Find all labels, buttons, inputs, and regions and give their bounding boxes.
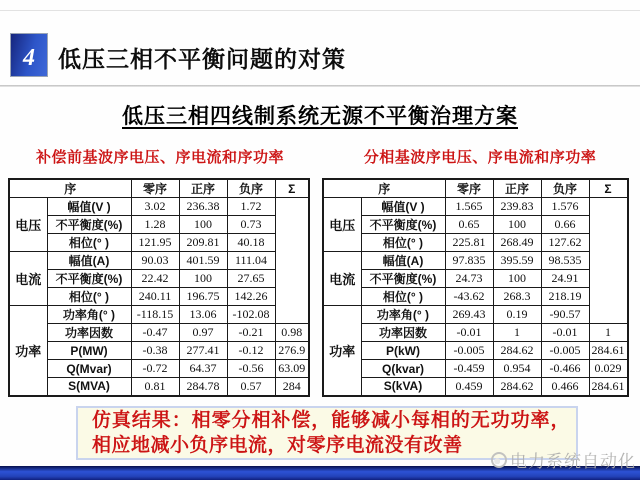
value-cell: -43.62 xyxy=(445,288,493,306)
corner-header: 序 xyxy=(323,179,445,198)
value-cell: 277.41 xyxy=(179,342,227,360)
column-header: 零序 xyxy=(445,179,493,198)
sigma-value-cell: 284 xyxy=(275,378,309,396)
value-cell: -0.01 xyxy=(541,324,589,342)
sigma-value-cell: 1 xyxy=(589,324,628,342)
table-row xyxy=(9,378,309,396)
watermark-text: 电力系统自动化 xyxy=(510,452,636,471)
table-row xyxy=(323,288,628,306)
value-cell: -118.15 xyxy=(131,306,179,324)
sigma-empty-cell xyxy=(275,198,309,324)
row-label: 不平衡度(%) xyxy=(47,216,131,234)
table-row xyxy=(323,252,628,270)
table-header-row xyxy=(323,179,628,198)
row-label: 相位(° ) xyxy=(361,234,445,252)
watermark xyxy=(491,447,636,472)
table-captions-row xyxy=(0,146,640,167)
value-cell: 218.19 xyxy=(541,288,589,306)
table-row xyxy=(323,360,628,378)
value-cell: 142.26 xyxy=(227,288,275,306)
row-group-label: 电压 xyxy=(9,198,47,252)
section-number-badge: 4 xyxy=(10,33,48,77)
value-cell: 240.11 xyxy=(131,288,179,306)
header-title: 低压三相不平衡问题的对策 xyxy=(58,46,346,72)
value-cell: 111.04 xyxy=(227,252,275,270)
value-cell: 121.95 xyxy=(131,234,179,252)
table-row xyxy=(323,270,628,288)
value-cell: 0.73 xyxy=(227,216,275,234)
row-group-label: 电流 xyxy=(323,252,361,306)
value-cell: 97.835 xyxy=(445,252,493,270)
value-cell: 100 xyxy=(179,270,227,288)
value-cell: 284.78 xyxy=(179,378,227,396)
value-cell: 0.65 xyxy=(445,216,493,234)
value-cell: 1.72 xyxy=(227,198,275,216)
value-cell: 0.19 xyxy=(493,306,541,324)
value-cell: 225.81 xyxy=(445,234,493,252)
column-header: 零序 xyxy=(131,179,179,198)
table-row xyxy=(9,270,309,288)
value-cell: 22.42 xyxy=(131,270,179,288)
top-divider-line xyxy=(0,10,640,11)
row-label: 相位(° ) xyxy=(47,288,131,306)
value-cell: 0.97 xyxy=(179,324,227,342)
value-cell: 13.06 xyxy=(179,306,227,324)
row-label: 功率角(° ) xyxy=(47,306,131,324)
value-cell: 1.576 xyxy=(541,198,589,216)
table-row xyxy=(9,324,309,342)
value-cell: -0.005 xyxy=(541,342,589,360)
table-row xyxy=(9,306,309,324)
value-cell: 0.459 xyxy=(445,378,493,396)
value-cell: 209.81 xyxy=(179,234,227,252)
row-label: 幅值(A) xyxy=(47,252,131,270)
pre-compensation-sequence-table xyxy=(8,178,310,397)
value-cell: 100 xyxy=(493,216,541,234)
value-cell: 1.28 xyxy=(131,216,179,234)
table-header-row xyxy=(9,179,309,198)
row-label: 幅值(V ) xyxy=(47,198,131,216)
value-cell: 239.83 xyxy=(493,198,541,216)
value-cell: -0.12 xyxy=(227,342,275,360)
row-label: 幅值(A) xyxy=(361,252,445,270)
value-cell: 100 xyxy=(493,270,541,288)
table-row xyxy=(323,378,628,396)
column-header: 正序 xyxy=(179,179,227,198)
row-label: 相位(° ) xyxy=(361,288,445,306)
value-cell: 27.65 xyxy=(227,270,275,288)
row-label: Q(kvar) xyxy=(361,360,445,378)
value-cell: 284.62 xyxy=(493,378,541,396)
value-cell: 268.49 xyxy=(493,234,541,252)
value-cell: 3.02 xyxy=(131,198,179,216)
value-cell: -0.459 xyxy=(445,360,493,378)
value-cell: 90.03 xyxy=(131,252,179,270)
watermark-logo-icon xyxy=(491,452,507,468)
value-cell: -0.72 xyxy=(131,360,179,378)
table-row xyxy=(9,288,309,306)
value-cell: 236.38 xyxy=(179,198,227,216)
table-row xyxy=(9,216,309,234)
sigma-value-cell: 284.61 xyxy=(589,378,628,396)
table-row xyxy=(323,198,628,216)
row-label: 幅值(V ) xyxy=(361,198,445,216)
value-cell: -0.005 xyxy=(445,342,493,360)
value-cell: 0.466 xyxy=(541,378,589,396)
row-group-label: 功率 xyxy=(9,306,47,396)
value-cell: 401.59 xyxy=(179,252,227,270)
row-label: Q(Mvar) xyxy=(47,360,131,378)
value-cell: 269.43 xyxy=(445,306,493,324)
row-group-label: 功率 xyxy=(323,306,361,396)
table-row xyxy=(323,216,628,234)
sigma-empty-cell xyxy=(589,198,628,324)
per-phase-sequence-table xyxy=(322,178,629,397)
table-row xyxy=(9,342,309,360)
sigma-value-cell: 63.09 xyxy=(275,360,309,378)
value-cell: -102.08 xyxy=(227,306,275,324)
value-cell: -0.466 xyxy=(541,360,589,378)
header-divider-line xyxy=(0,85,640,87)
value-cell: 0.81 xyxy=(131,378,179,396)
value-cell: 100 xyxy=(179,216,227,234)
value-cell: -0.56 xyxy=(227,360,275,378)
row-label: 相位(° ) xyxy=(47,234,131,252)
value-cell: -0.21 xyxy=(227,324,275,342)
value-cell: -0.38 xyxy=(131,342,179,360)
row-label: S(MVA) xyxy=(47,378,131,396)
sigma-value-cell: 276.9 xyxy=(275,342,309,360)
main-title: 低压三相四线制系统无源不平衡治理方案 xyxy=(122,105,518,128)
value-cell: 64.37 xyxy=(179,360,227,378)
value-cell: 40.18 xyxy=(227,234,275,252)
table-row xyxy=(9,198,309,216)
row-label: P(MW) xyxy=(47,342,131,360)
value-cell: 24.73 xyxy=(445,270,493,288)
column-header: 负序 xyxy=(227,179,275,198)
sigma-value-cell: 0.98 xyxy=(275,324,309,342)
right-table-caption: 分相基波序电压、序电流和序功率 xyxy=(363,149,597,166)
table-row xyxy=(323,234,628,252)
row-label: 功率角(° ) xyxy=(361,306,445,324)
row-label: 不平衡度(%) xyxy=(361,270,445,288)
row-label: S(kVA) xyxy=(361,378,445,396)
row-label: 不平衡度(%) xyxy=(361,216,445,234)
row-label: P(kW) xyxy=(361,342,445,360)
table-row xyxy=(9,234,309,252)
row-group-label: 电流 xyxy=(9,252,47,306)
row-label: 功率因数 xyxy=(47,324,131,342)
value-cell: -0.47 xyxy=(131,324,179,342)
corner-header: 序 xyxy=(9,179,131,198)
row-label: 功率因数 xyxy=(361,324,445,342)
value-cell: 98.535 xyxy=(541,252,589,270)
column-header: 正序 xyxy=(493,179,541,198)
table-row xyxy=(323,342,628,360)
sigma-value-cell: 0.029 xyxy=(589,360,628,378)
table-row xyxy=(323,324,628,342)
value-cell: -0.01 xyxy=(445,324,493,342)
simulation-result-text: 仿真结果：相零分相补偿，能够减小每相的无功功率，相应地减小负序电流，对零序电流没有改善 xyxy=(92,410,570,456)
row-label: 不平衡度(%) xyxy=(47,270,131,288)
column-header: 负序 xyxy=(541,179,589,198)
left-table-caption: 补偿前基波序电压、序电流和序功率 xyxy=(35,149,284,166)
value-cell: 0.66 xyxy=(541,216,589,234)
value-cell: -90.57 xyxy=(541,306,589,324)
table-row xyxy=(9,360,309,378)
value-cell: 284.62 xyxy=(493,342,541,360)
value-cell: 1 xyxy=(493,324,541,342)
sigma-value-cell: 284.61 xyxy=(589,342,628,360)
value-cell: 196.75 xyxy=(179,288,227,306)
table-row xyxy=(9,252,309,270)
value-cell: 0.57 xyxy=(227,378,275,396)
column-header: Σ xyxy=(589,179,628,198)
table-row xyxy=(323,306,628,324)
value-cell: 395.59 xyxy=(493,252,541,270)
value-cell: 1.565 xyxy=(445,198,493,216)
value-cell: 127.62 xyxy=(541,234,589,252)
row-group-label: 电压 xyxy=(323,198,361,252)
value-cell: 24.91 xyxy=(541,270,589,288)
value-cell: 0.954 xyxy=(493,360,541,378)
value-cell: 268.3 xyxy=(493,288,541,306)
column-header: Σ xyxy=(275,179,309,198)
